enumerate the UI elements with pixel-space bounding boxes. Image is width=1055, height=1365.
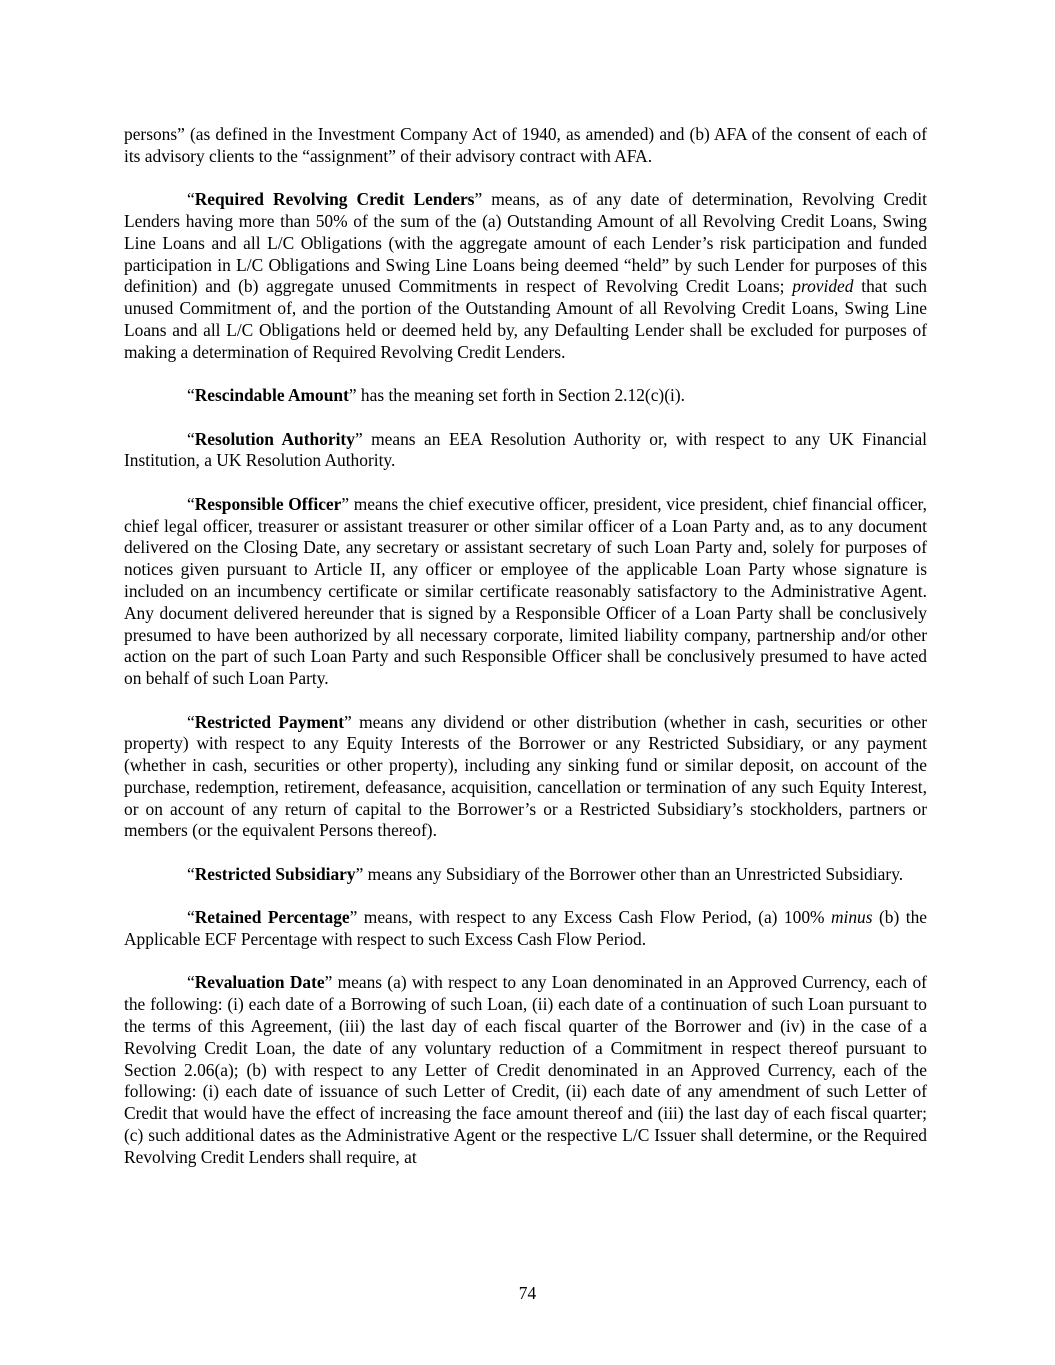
definition-retained-percentage: [124, 907, 927, 951]
defined-term: Resolution Authority: [194, 428, 355, 449]
defined-term: Responsible Officer: [194, 493, 342, 514]
document-page: [124, 124, 936, 1190]
open-quote: “: [187, 385, 195, 406]
definition-restricted-subsidiary: [124, 864, 927, 886]
definition-text: ” means the chief executive officer, president, vice president, chief financial officer, chief legal officer, treasurer or assistant treasurer or other similar officer of a Loan Party and, as to any document delivered on the Closing Date, any secretary or assistant secretary of such Loan Party and, solely for purposes of notices given pursuant to Article II, any officer or employee of the applicable Loan Party whose signature is included on an incumbency certificate or similar certificate reasonably satisfactory to the Administrative Agent. Any document delivered hereunder that is signed by a Responsible Officer of a Loan Party shall be conclusively presumed to have been authorized by all necessary corporate, limited liability company, partnership and/or other action on the part of such Loan Party and such Responsible Officer shall be conclusively presumed to have acted on behalf of such Loan Party.: [124, 493, 936, 689]
definition-text: ” means, with respect to any Excess Cash Flow Period, (a) 100%: [349, 907, 831, 928]
open-quote: “: [187, 711, 195, 732]
definition-restricted-payment: [124, 712, 927, 843]
defined-term: Restricted Subsidiary: [194, 863, 356, 884]
definition-responsible-officer: [124, 493, 936, 690]
defined-term: Revaluation Date: [194, 972, 325, 993]
definition-text: ” means, as of any date of determination, Revolving Credit Lenders having more than 50% of the sum of the (a) Outstanding Amount of all Revolving Credit Loans, Swing Line Loans and all L/C Obligations (with the aggregate amount of each Lender’s risk participation and funded participation in L/C Obligations and Swing Line Loans being deemed “held” by such Lender for purposes of this definition) and (b) aggregate unused Commitments in respect of Revolving Credit Loans;: [124, 189, 928, 297]
definition-text: ” means any dividend or other distribution (whether in cash, securities or other property) with respect to any Equity Interests of the Borrower or any Restricted Subsidiary, or any payment (whether in cash, securities or other property), including any sinking fund or similar deposit, on account of the purchase, redemption, retirement, defeasance, acquisition, cancellation or termination of any such Equity Interest, or on account of any return of capital to the Borrower’s or a Restricted Subsidiary’s stockholders, partners or members (or the equivalent Persons thereof).: [124, 711, 927, 841]
open-quote: “: [187, 863, 195, 884]
definition-text-continued: (b) the Applicable ECF Percentage with respect to such Excess Cash Flow Period.: [124, 907, 927, 950]
page-number: 74: [518, 1283, 537, 1303]
definition-text: ” means an EEA Resolution Authority or, with respect to any UK Financial Institution, a UK Resolution Authority.: [124, 428, 927, 471]
definition-text: ” means any Subsidiary of the Borrower other than an Unrestricted Subsidiary.: [355, 863, 904, 884]
defined-term: Required Revolving Credit Lenders: [194, 189, 475, 210]
open-quote: “: [187, 189, 195, 210]
emphasized-word: minus: [830, 907, 873, 928]
open-quote: “: [187, 972, 195, 993]
open-quote: “: [187, 493, 195, 514]
definition-rescindable-amount: [124, 385, 927, 407]
definition-text-continued: that such unused Commitment of, and the portion of the Outstanding Amount of all Revolving Credit Loans, Swing Line Loans and all L/C Obligations held or deemed held by, any Defaulting Lender shall be excluded for purposes of making a determination of Required Revolving Credit Lenders.: [124, 276, 927, 362]
definition-resolution-authority: [124, 429, 927, 473]
defined-term: Rescindable Amount: [194, 385, 349, 406]
defined-term: Restricted Payment: [194, 711, 345, 732]
defined-term: Retained Percentage: [194, 907, 350, 928]
intro-text: persons” (as defined in the Investment Company Act of 1940, as amended) and (b) AFA of the consent of each of its advisory clients to the “assignment” of their advisory contract with AFA.: [124, 124, 927, 166]
intro-paragraph: [124, 124, 927, 168]
emphasized-word: provided: [792, 276, 854, 297]
open-quote: “: [187, 428, 195, 449]
open-quote: “: [187, 907, 195, 928]
definition-text: ” means (a) with respect to any Loan denominated in an Approved Currency, each of the following: (i) each date of a Borrowing of such Loan, (ii) each date of a continuation of such Loan pursuant to the terms of this Agreement, (iii) the last day of each fiscal quarter of the Borrower and (iv) in the case of a Revolving Credit Loan, the date of any voluntary reduction of a Commitment in respect thereof pursuant to Section 2.06(a); (b) with respect to any Letter of Credit denominated in an Approved Currency, each of the following: (i) each date of issuance of such Letter of Credit, (ii) each date of any amendment of such Letter of Credit that would have the effect of increasing the face amount thereof and (iii) the last day of each fiscal quarter; (c) such additional dates as the Administrative Agent or the respective L/C Issuer shall determine, or the Required Revolving Credit Lenders shall require, at: [124, 972, 927, 1167]
definition-text: ” has the meaning set forth in Section 2.12(c)(i).: [348, 385, 685, 406]
definition-required-revolving-credit-lenders: [124, 189, 927, 363]
definition-revaluation-date: [124, 972, 927, 1168]
